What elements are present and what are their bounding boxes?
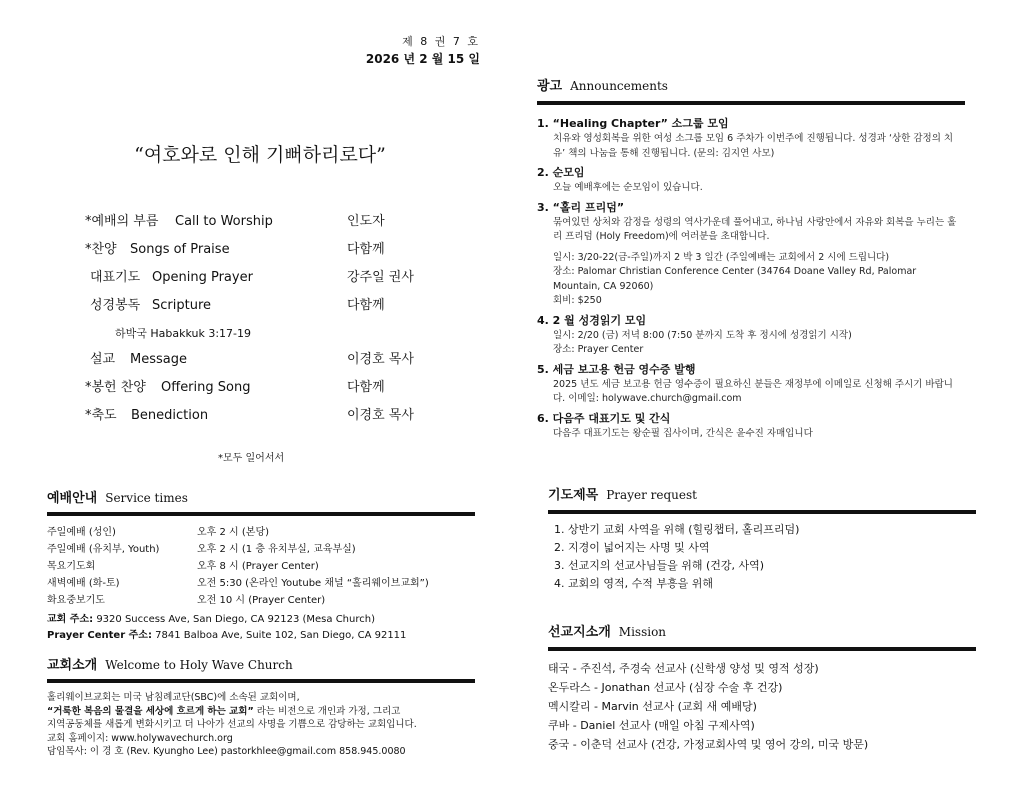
section-rule (47, 679, 475, 683)
section-rule (47, 512, 475, 516)
service-time: 오후 2 시 (본당) (197, 527, 270, 538)
announcement-title: 1. “Healing Chapter” 소그룹 모임 (537, 117, 729, 130)
intro-line: 홀리웨이브교회는 미국 남침례교단(SBC)에 소속된 교회이며, (47, 692, 300, 703)
heading-en: Service times (105, 491, 188, 505)
church-homepage[interactable]: 교회 홈페이지: www.holywavechurch.org (47, 732, 233, 744)
standing-note: *모두 일어서서 (218, 453, 285, 464)
order-leader: 이경호 목사 (347, 408, 414, 423)
service-name: 목요기도회 (47, 561, 96, 572)
order-en: Scripture (152, 298, 212, 313)
announcements-section (537, 75, 965, 445)
order-ko: 설교 (90, 352, 116, 367)
church-address-value: 9320 Success Ave, San Diego, CA 92123 (Mesa Church) (96, 614, 375, 625)
church-address-label: 교회 주소: (47, 614, 94, 625)
prayer-request-section (548, 484, 976, 593)
section-rule (548, 647, 976, 651)
announcement-body (537, 329, 965, 358)
church-address (47, 612, 475, 628)
prayer-item: 4. 교회의 영적, 수적 부흥을 위해 (554, 577, 713, 590)
announcement-item (537, 116, 965, 161)
heading-ko: 교회소개 (47, 658, 98, 673)
announcement-body (537, 132, 965, 161)
order-leader: 다함께 (347, 298, 385, 313)
scripture-reference: 하박국 Habakkuk 3:17-19 (115, 327, 252, 340)
announcement-text: 장소: Prayer Center (553, 344, 644, 355)
prayer-center-address (47, 628, 475, 644)
service-name: 주일예배 (성인) (47, 527, 116, 538)
order-en: Call to Worship (175, 214, 273, 229)
order-en: Songs of Praise (130, 242, 230, 257)
order-ko: *찬양 (85, 242, 117, 257)
order-leader: 다함께 (347, 242, 385, 257)
intro-line-rest: 라는 비전으로 개인과 가정, 그리고 (253, 705, 401, 717)
service-times-section (47, 487, 475, 644)
announcement-title: 5. 세금 보고용 헌금 영수증 발행 (537, 362, 696, 376)
announcement-text: 오늘 예배후에는 순모임이 있습니다. (553, 182, 703, 193)
service-row (47, 576, 475, 593)
heading-en: Prayer request (606, 488, 697, 502)
order-en: Benediction (131, 408, 209, 423)
announcement-text: 치유와 영성회복을 위한 여성 소그룹 모임 6 주차가 이번주에 진행됩니다. 성경과 ‘상한 감정의 치유’ 책의 나눔을 통해 진행됩니다. (문의: 김지연 사모) (553, 133, 954, 159)
heading-en: Announcements (570, 79, 668, 93)
order-ko: *봉헌 찬양 (85, 380, 146, 395)
announcement-item (537, 411, 965, 442)
announcement-item (537, 200, 965, 309)
mission-item: 온두라스 - Jonathan 선교사 (심장 수술 후 건강) (548, 681, 783, 694)
order-row-call (85, 213, 430, 241)
announcement-title: 4. 2 월 성경읽기 모임 (537, 313, 647, 327)
order-leader: 다함께 (347, 380, 385, 395)
order-row-offering (85, 379, 430, 407)
announcement-title: 2. 순모임 (537, 166, 585, 179)
announcement-text: 묶여있던 상처와 감정을 성령의 역사가운데 풀어내고, 하나님 사랑안에서 자유와 회복을 누리는 홀리 프리덤 (Holy Freedom)에 여러분을 초대합니다. (553, 216, 957, 242)
announcement-title: 3. “홀리 프리덤” (537, 200, 625, 214)
announcement-body (537, 216, 965, 309)
order-leader: 인도자 (347, 214, 385, 229)
section-heading (548, 484, 976, 503)
announcement-text: 일시: 3/20-22(금-주일)까지 2 박 3 일간 (주일예배는 교회에서 2 시에 드립니다) (553, 251, 890, 263)
announcement-body (537, 378, 965, 407)
announcement-item (537, 362, 965, 407)
scripture-reference-row (85, 325, 430, 351)
order-row-prayer (85, 269, 430, 297)
prayer-list (548, 521, 976, 593)
intro-line: 지역공동체를 새롭게 변화시키고 더 나아가 선교의 사명을 기쁨으로 감당하는 교회입니다. (47, 719, 417, 730)
order-en: Message (130, 352, 187, 367)
bulletin-date: 2026 년 2 월 15 일 (365, 52, 480, 66)
announcement-body (537, 427, 965, 442)
section-rule (537, 101, 965, 105)
section-rule (548, 510, 976, 514)
service-time: 오후 8 시 (Prayer Center) (197, 561, 319, 572)
service-row (47, 593, 475, 610)
mission-item: 중국 - 이춘덕 선교사 (건강, 가정교회사역 및 영어 강의, 미국 방문) (548, 738, 869, 751)
section-heading (47, 654, 475, 673)
church-vision: “거룩한 복음의 물결을 세상에 흐르게 하는 교회” (47, 705, 254, 717)
announcement-text: 장소: Palomar Christian Conference Center (34764 Doane Valley Rd, Palomar Mountain, CA 92060) (553, 266, 917, 292)
mission-list (548, 659, 976, 754)
service-name: 주일예배 (유치부, Youth) (47, 544, 160, 555)
heading-en: Welcome to Holy Wave Church (105, 658, 293, 672)
announcement-list (537, 116, 965, 441)
order-en: Offering Song (161, 380, 251, 395)
mission-item: 태국 - 주진석, 주경숙 선교사 (신학생 양성 및 영적 성장) (548, 662, 819, 675)
service-name: 화요중보기도 (47, 595, 105, 606)
issue-number: 제 8 권 7 호 (402, 35, 480, 48)
prayer-center-address-label: Prayer Center 주소: (47, 630, 152, 641)
worship-order (85, 213, 430, 435)
announcement-text: 일시: 2/20 (금) 저녁 8:00 (7:50 분까지 도착 후 정시에 성경읽기 시작) (553, 329, 852, 341)
pastor-contact: 담임목사: 이 경 호 (Rev. Kyungho Lee) pastorkhlee@gmail.com 858.945.0080 (47, 746, 406, 757)
service-time: 오전 5:30 (온라인 Youtube 채널 “홀리웨이브교회”) (197, 578, 429, 589)
order-row-message (85, 351, 430, 379)
order-row-scripture (85, 297, 430, 325)
prayer-item: 1. 상반기 교회 사역을 위해 (힐링챕터, 홀리프리덤) (554, 523, 800, 536)
announcement-text: 2025 년도 세금 보고용 헌금 영수증이 필요하신 분들은 재정부에 이메일로 신청해 주시기 바랍니다. 이메일: holywave.church@gmail.com (553, 378, 953, 404)
heading-ko: 광고 (537, 79, 563, 94)
announcement-title: 6. 다음주 대표기도 및 간식 (537, 411, 671, 425)
order-leader: 강주일 권사 (347, 270, 414, 285)
announcement-text: 회비: $250 (553, 295, 602, 306)
order-row-benediction (85, 407, 430, 435)
service-name: 새벽예배 (화-토) (47, 578, 120, 589)
prayer-item: 3. 선교지의 선교사님들을 위해 (건강, 사역) (554, 559, 765, 572)
mission-item: 멕시칼리 - Marvin 선교사 (교회 새 예배당) (548, 700, 757, 713)
prayer-item: 2. 지경이 넓어지는 사명 및 사역 (554, 541, 710, 554)
intro-line (47, 705, 475, 719)
service-time: 오후 2 시 (1 층 유치부실, 교육부실) (197, 544, 356, 555)
order-ko: 성경봉독 (90, 298, 141, 313)
mission-section (548, 621, 976, 754)
announcement-body (537, 181, 965, 196)
announcement-item (537, 313, 965, 358)
mission-item: 쿠바 - Daniel 선교사 (매일 아침 구제사역) (548, 719, 755, 732)
service-row (47, 542, 475, 559)
section-heading (537, 75, 965, 94)
service-times-list (47, 525, 475, 644)
sermon-theme: “여호와로 인해 기뻐하리로다” (134, 144, 386, 166)
order-ko: *예배의 부름 (85, 214, 159, 229)
prayer-center-address-value: 7841 Balboa Ave, Suite 102, San Diego, CA 92111 (155, 630, 407, 641)
heading-ko: 예배안내 (47, 491, 98, 506)
order-row-praise (85, 241, 430, 269)
order-en: Opening Prayer (152, 270, 253, 285)
service-row (47, 525, 475, 542)
service-row (47, 559, 475, 576)
heading-ko: 선교지소개 (548, 625, 611, 640)
heading-ko: 기도제목 (548, 488, 599, 503)
heading-en: Mission (618, 625, 667, 639)
order-ko: *축도 (85, 408, 117, 423)
order-ko: 대표기도 (90, 270, 141, 285)
order-leader: 이경호 목사 (347, 352, 414, 367)
section-heading (548, 621, 976, 640)
section-heading (47, 487, 475, 506)
church-intro-text (47, 691, 475, 759)
service-time: 오전 10 시 (Prayer Center) (197, 595, 326, 606)
announcement-text: 다음주 대표기도는 왕순필 집사이며, 간식은 윤수진 자매입니다 (553, 427, 813, 439)
announcement-item (537, 165, 965, 196)
church-intro-section (47, 654, 475, 759)
